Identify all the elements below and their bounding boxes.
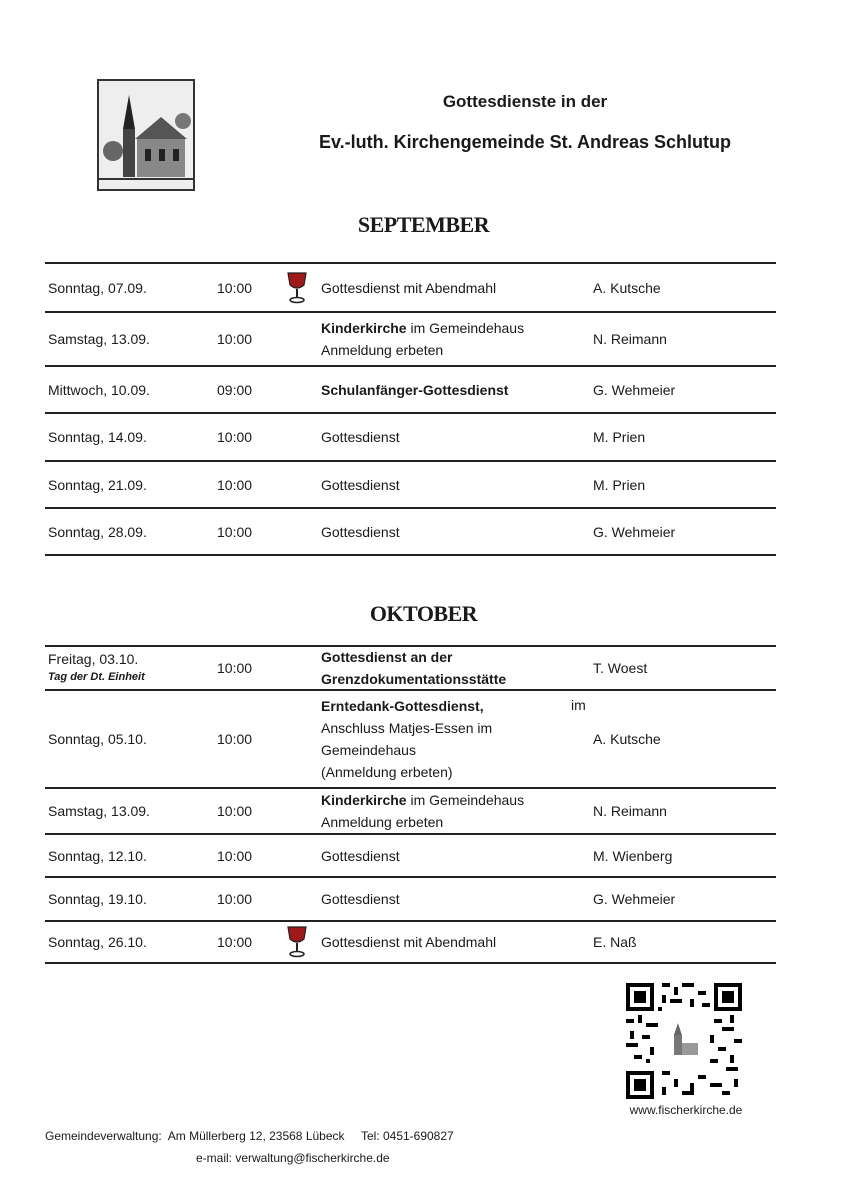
qr-code <box>625 983 743 1099</box>
table-row <box>45 460 776 507</box>
description-cell: Gottesdienst <box>321 429 400 445</box>
description-line-1: Gottesdienst an der <box>321 649 453 665</box>
table-row <box>45 920 776 964</box>
time-cell: 10:00 <box>217 429 253 445</box>
footer-email[interactable]: e-mail: verwaltung@fischerkirche.de <box>196 1151 390 1165</box>
description-line-2: Anmeldung erbeten <box>321 814 444 830</box>
pastor-cell: G. Wehmeier <box>593 523 676 540</box>
description-cell <box>321 789 591 833</box>
description-cell: Gottesdienst <box>321 847 400 864</box>
date-cell: Samstag, 13.09. <box>48 803 150 819</box>
date-cell: Mittwoch, 10.09. <box>48 381 150 398</box>
description-line-2: Anmeldung erbeten <box>321 342 444 358</box>
date-cell: Sonntag, 12.10. <box>48 847 147 864</box>
description-bold: Kinderkirche <box>321 792 407 808</box>
september-table <box>45 262 776 556</box>
description-cell: Gottesdienst <box>321 476 400 493</box>
date-cell: Samstag, 13.09. <box>48 331 150 347</box>
table-row <box>45 833 776 876</box>
description-rest: im Gemeindehaus <box>406 792 525 808</box>
title-line-1: Gottesdienste in der <box>442 92 608 111</box>
pastor-cell: A. Kutsche <box>593 279 661 296</box>
description-cell: Gottesdienst <box>321 523 400 540</box>
table-row <box>45 787 776 833</box>
date-text: Freitag, 03.10. <box>48 651 139 667</box>
table-row <box>45 365 776 412</box>
wine-glass-icon <box>279 922 315 962</box>
description-cell: Gottesdienst <box>321 891 400 907</box>
time-cell: 09:00 <box>217 381 253 398</box>
pastor-cell: M. Prien <box>593 476 646 493</box>
description-cell <box>321 647 591 689</box>
website-url[interactable]: www.fischerkirche.de <box>629 1103 743 1117</box>
wine-glass-icon <box>279 264 315 311</box>
date-cell: Sonntag, 14.09. <box>48 429 147 445</box>
description-line-1: Erntedank-Gottesdienst, <box>321 698 484 714</box>
pastor-cell: A. Kutsche <box>593 731 661 747</box>
month-heading-oktober: OKTOBER <box>369 601 478 626</box>
description-line-3: Gemeindehaus <box>321 742 416 758</box>
pastor-cell: M. Prien <box>593 429 646 445</box>
time-cell: 10:00 <box>217 279 253 296</box>
pastor-cell: T. Woest <box>593 660 648 676</box>
description-line-2: Anschluss Matjes-Essen im <box>321 720 493 736</box>
time-cell: 10:00 <box>217 934 253 950</box>
description-cell <box>321 313 591 365</box>
description-cell <box>321 691 591 787</box>
description-bold: Kinderkirche <box>321 320 407 336</box>
time-cell: 10:00 <box>217 476 253 493</box>
pastor-cell: M. Wienberg <box>593 847 673 864</box>
description-cell: Gottesdienst mit Abendmahl <box>321 279 497 296</box>
date-cell: Sonntag, 28.09. <box>48 523 147 540</box>
table-row <box>45 311 776 365</box>
time-cell: 10:00 <box>217 731 253 747</box>
pastor-cell: G. Wehmeier <box>593 891 676 907</box>
table-row <box>45 645 776 689</box>
description-fragment-im: im <box>571 697 586 713</box>
pastor-cell: E. Naß <box>593 934 637 950</box>
description-rest: im Gemeindehaus <box>406 320 525 336</box>
time-cell: 10:00 <box>217 523 253 540</box>
description-line-4: (Anmeldung erbeten) <box>321 764 453 780</box>
date-cell: Sonntag, 05.10. <box>48 731 147 747</box>
pastor-cell: N. Reimann <box>593 331 667 347</box>
description-cell: Gottesdienst mit Abendmahl <box>321 934 497 950</box>
time-cell: 10:00 <box>217 331 253 347</box>
church-logo <box>97 79 195 191</box>
description-cell: Schulanfänger-Gottesdienst <box>321 381 509 398</box>
table-row <box>45 507 776 556</box>
time-cell: 10:00 <box>217 660 253 676</box>
date-cell: Sonntag, 07.09. <box>48 279 147 296</box>
date-cell: Sonntag, 26.10. <box>48 934 147 950</box>
pastor-cell: N. Reimann <box>593 803 667 819</box>
date-cell: Sonntag, 21.09. <box>48 476 147 493</box>
holiday-note: Tag der Dt. Einheit <box>48 671 145 683</box>
date-cell <box>48 647 213 689</box>
table-row <box>45 876 776 920</box>
time-cell: 10:00 <box>217 847 253 864</box>
table-row <box>45 689 776 787</box>
pastor-cell: G. Wehmeier <box>593 381 676 398</box>
description-line-2: Grenzdokumentationsstätte <box>321 671 507 687</box>
time-cell: 10:00 <box>217 803 253 819</box>
oktober-table <box>45 645 776 964</box>
table-row <box>45 262 776 311</box>
footer-address: Gemeindeverwaltung: Am Müllerberg 12, 23568 Lübeck Tel: 0451-690827 <box>45 1129 454 1143</box>
title-line-2: Ev.-luth. Kirchengemeinde St. Andreas Schlutup <box>318 132 732 152</box>
table-row <box>45 412 776 460</box>
month-heading-september: SEPTEMBER <box>357 212 490 237</box>
time-cell: 10:00 <box>217 891 253 907</box>
date-cell: Sonntag, 19.10. <box>48 891 147 907</box>
